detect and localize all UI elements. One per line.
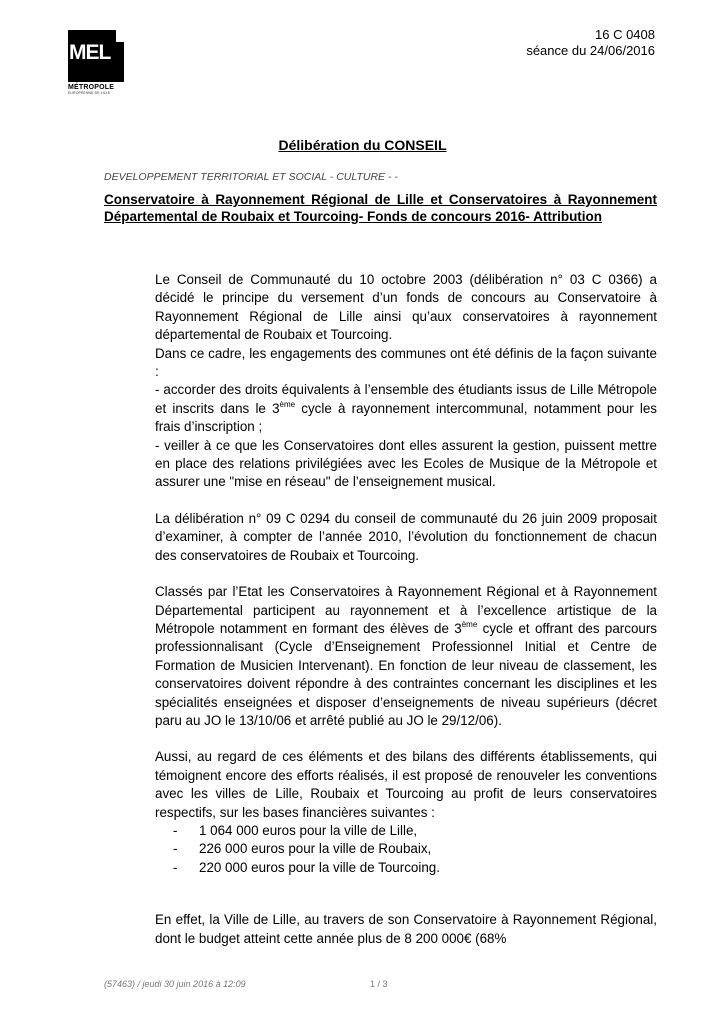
paragraph-2: Dans ce cadre, les engagements des communes ont été définis de la façon suivante :: [155, 345, 657, 380]
mel-logo: [68, 30, 128, 95]
page-title: Délibération du CONSEIL: [278, 137, 447, 153]
list-item: - 226 000 euros pour la ville de Roubaix,: [173, 841, 432, 857]
paragraph-5: La délibération n° 09 C 0294 du conseil de communauté du 26 juin 2009 proposait d’examiner, à compter de l’année 2010, l’évolution du fonctionnement de chacun des conservatoires de Roubaix et Tourcoing.: [155, 510, 657, 563]
paragraph-6: Classés par l’Etat les Conservatoires à Rayonnement Régional et à Rayonnement Départemental participent au rayonnement et à l’excellence artistique de la Métropole notamment en formant des élèves de 3ème cycle et offrant des parcours professionnalisant (Cycle d’Enseignement Professionnel Initial et Centre de Formation de Musicien Intervenant). En fonction de leur niveau de classement, les conservatoires doivent répondre à des contraintes concernant les disciplines et les spécialités enseignées et disposer d’enseignements de niveau supérieurs (décret paru au JO le 13/10/06 et arrêté publié au JO le 29/12/06).: [155, 584, 657, 728]
paragraph-8: En effet, la Ville de Lille, au travers de son Conservatoire à Rayonnement Régional, dont le budget atteint cette année plus de 8 200 000€ (68%: [155, 912, 657, 946]
logo-text: MEL: [69, 41, 111, 64]
logo-mark: [68, 30, 124, 82]
document-body: [155, 271, 657, 948]
list-item: - 1 064 000 euros pour la ville de Lille,: [173, 822, 418, 838]
category-line: DEVELOPPEMENT TERRITORIAL ET SOCIAL - CULTURE - -: [104, 171, 398, 183]
footer-timestamp: (57463) / jeudi 30 juin 2016 à 12:09: [104, 979, 246, 989]
page-number: 1 / 3: [370, 979, 388, 989]
logo-subtitle: EUROPÉENNE DE LILLE: [68, 91, 111, 95]
ref-number: 16 C 0408: [595, 27, 655, 42]
paragraph-7: Aussi, au regard de ces éléments et des bilans des différents établissements, qui témoignent encore des efforts réalisés, il est proposé de renouveler les conventions avec les villes de Lille, Roubaix et Tourcoing au profit de leurs conservatoires respectifs, sur les bases financières suivantes :: [155, 749, 657, 820]
paragraph-3: - accorder des droits équivalents à l’ensemble des étudiants issus de Lille Métropole et inscrits dans le 3ème cycle à rayonnement intercommunal, notamment pour les frais d’inscription ;: [155, 382, 657, 435]
session-date: séance du 24/06/2016: [526, 43, 655, 58]
amounts-list: [155, 822, 657, 877]
subject-heading: Conservatoire à Rayonnement Régional de Lille et Conservatoires à Rayonnement Départemental de Roubaix et Tourcoing- Fonds de concours 2016- Attribution: [104, 192, 657, 224]
document-reference: [526, 27, 655, 59]
list-item: - 220 000 euros pour la ville de Tourcoing.: [173, 859, 440, 875]
paragraph-1: Le Conseil de Communauté du 10 octobre 2003 (délibération n° 03 C 0366) a décidé le principe du versement d’un fonds de concours au Conservatoire à Rayonnement Régional de Lille ainsi qu’aux conservatoires à rayonnement départemental de Roubaix et Tourcoing.: [155, 272, 657, 343]
paragraph-4: - veiller à ce que les Conservatoires dont elles assurent la gestion, puissent mettre en place des relations privilégiées avec les Ecoles de Musique de la Métropole et assurer une "mise en réseau" de l’enseignement musical.: [155, 437, 657, 490]
logo-name: MÉTROPOLE: [68, 84, 115, 91]
